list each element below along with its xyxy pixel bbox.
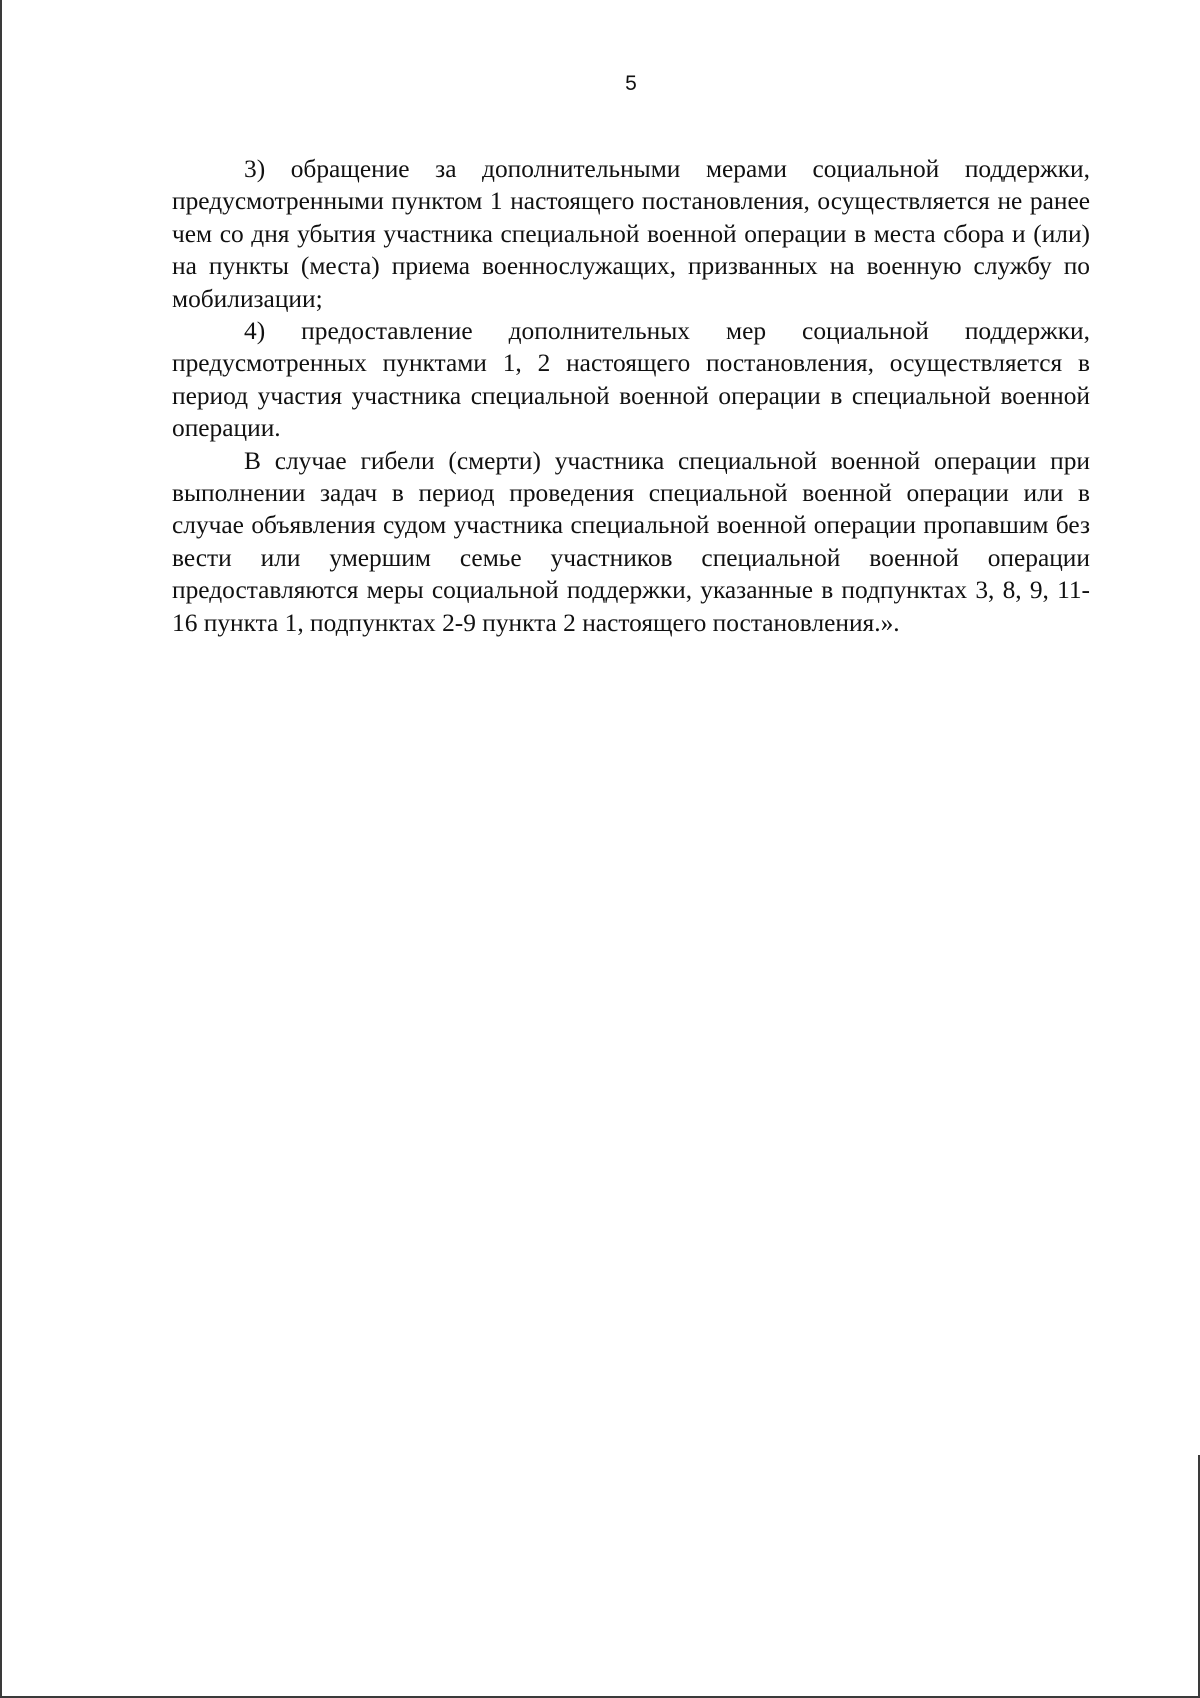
paragraph-death-case: В случае гибели (смерти) участника специальной военной операции при выполнении задач в период проведения специальной военной операции или в случае объявления судом участника специальной военной операции пропавшим без вести или умершим семье участников специальной военной операции предоставляются меры социальной поддержки, указанные в подпунктах 3, 8, 9, 11-16 пункта 1, подпунктах 2-9 пункта 2 настоящего постановления.». (172, 446, 1090, 637)
page-number: 5 (625, 72, 637, 95)
body-text (172, 153, 1090, 639)
paragraph-item-3: 3) обращение за дополнительными мерами социальной поддержки, предусмотренными пунктом 1 настоящего постановления, осуществляется не ранее чем со дня убытия участника специальной военной операции в места сбора и (или) на пункты (места) приема военнослужащих, призванных на военную службу по мобилизации; (172, 155, 1090, 313)
scan-edge-left (0, 0, 2, 1698)
paragraph-item-4: 4) предоставление дополнительных мер социальной поддержки, предусмотренных пунктами 1, 2 настоящего постановления, осуществляется в период участия участника специальной военной операции в специальной военной операции. (172, 317, 1090, 443)
